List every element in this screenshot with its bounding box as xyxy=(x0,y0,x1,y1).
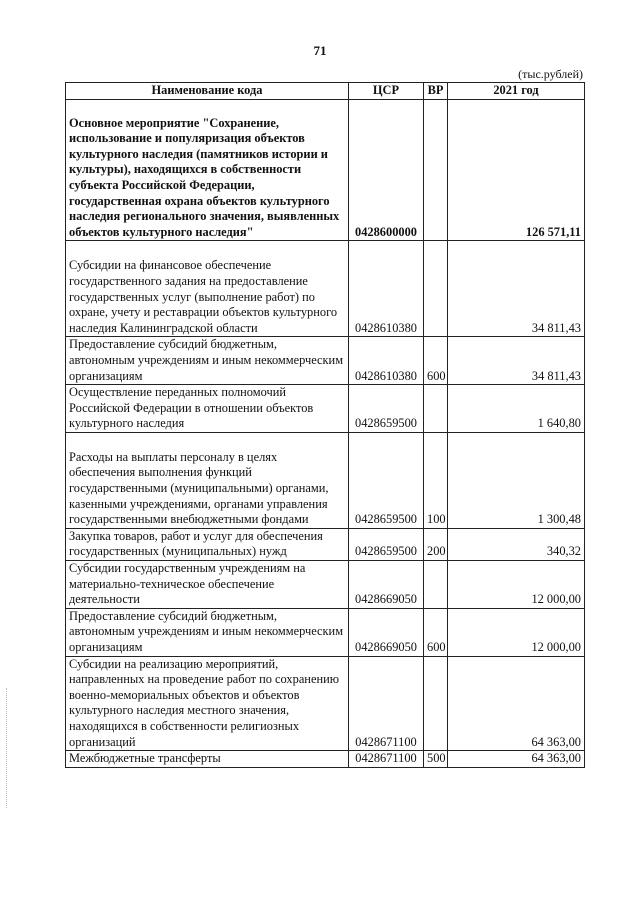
row-name: Осуществление переданных полномочий Российской Федерации в отношении объектов культурного наследия xyxy=(66,385,349,433)
row-amount: 34 811,43 xyxy=(448,337,585,385)
row-amount: 126 571,11 xyxy=(448,99,585,241)
row-vr xyxy=(424,561,448,609)
row-amount: 340,32 xyxy=(448,528,585,560)
table-row xyxy=(66,656,585,751)
row-csr: 0428610380 xyxy=(349,337,424,385)
row-vr: 200 xyxy=(424,528,448,560)
row-csr: 0428600000 xyxy=(349,99,424,241)
row-vr xyxy=(424,99,448,241)
budget-table xyxy=(65,82,585,768)
row-name: Расходы на выплаты персоналу в целях обеспечения выполнения функций государственными (муниципальными) органами, казенными учреждениями, органами управления государственными внебюджетными фондами xyxy=(66,432,349,528)
header-amount: 2021 год xyxy=(448,83,585,100)
row-csr: 0428659500 xyxy=(349,432,424,528)
row-name: Субсидии на финансовое обеспечение государственного задания на предоставление государственных услуг (выполнение работ) по охране, учету и реставрации объектов культурного наследия Калининградской области xyxy=(66,241,349,337)
table-row xyxy=(66,99,585,241)
row-vr xyxy=(424,241,448,337)
table-row xyxy=(66,751,585,768)
row-name: Предоставление субсидий бюджетным, автономным учреждениям и иным некоммерческим организациям xyxy=(66,337,349,385)
row-vr: 600 xyxy=(424,608,448,656)
row-amount: 34 811,43 xyxy=(448,241,585,337)
table-row xyxy=(66,561,585,609)
row-amount: 64 363,00 xyxy=(448,656,585,751)
header-csr: ЦСР xyxy=(349,83,424,100)
row-amount: 64 363,00 xyxy=(448,751,585,768)
header-vr: ВР xyxy=(424,83,448,100)
table-row xyxy=(66,385,585,433)
units-note: (тыс.рублей) xyxy=(518,67,583,81)
row-amount: 12 000,00 xyxy=(448,561,585,609)
row-name: Субсидии государственным учреждениям на материально-техническое обеспечение деятельности xyxy=(66,561,349,609)
row-vr: 600 xyxy=(424,337,448,385)
row-name: Межбюджетные трансферты xyxy=(66,751,349,768)
row-csr: 0428659500 xyxy=(349,385,424,433)
table-header-row xyxy=(66,83,585,100)
row-name: Основное мероприятие "Сохранение, использование и популяризация объектов культурного наследия (памятников истории и культуры), находящихся в собственности субъекта Российской Федерации, государственная охрана объектов культурного наследия регионального значения, выявленных объектов культурного наследия" xyxy=(66,99,349,241)
row-csr: 0428659500 xyxy=(349,528,424,560)
table-row xyxy=(66,432,585,528)
scan-margin-marks xyxy=(6,688,10,808)
row-csr: 0428610380 xyxy=(349,241,424,337)
row-amount: 1 640,80 xyxy=(448,385,585,433)
table-row xyxy=(66,337,585,385)
row-amount: 1 300,48 xyxy=(448,432,585,528)
table-row xyxy=(66,608,585,656)
row-name: Субсидии на реализацию мероприятий, направленных на проведение работ по сохранению военно-мемориальных объектов и объектов культурного наследия местного значения, находящихся в собственности религиозных организаций xyxy=(66,656,349,751)
row-csr: 0428669050 xyxy=(349,561,424,609)
row-amount: 12 000,00 xyxy=(448,608,585,656)
row-name: Предоставление субсидий бюджетным, автономным учреждениям и иным некоммерческим организациям xyxy=(66,608,349,656)
table-row xyxy=(66,241,585,337)
header-name: Наименование кода xyxy=(66,83,349,100)
row-vr: 100 xyxy=(424,432,448,528)
page-number: 71 xyxy=(313,43,327,58)
row-vr xyxy=(424,656,448,751)
row-csr: 0428669050 xyxy=(349,608,424,656)
row-csr: 0428671100 xyxy=(349,751,424,768)
row-name: Закупка товаров, работ и услуг для обеспечения государственных (муниципальных) нужд xyxy=(66,528,349,560)
row-vr: 500 xyxy=(424,751,448,768)
row-csr: 0428671100 xyxy=(349,656,424,751)
row-vr xyxy=(424,385,448,433)
table-row xyxy=(66,528,585,560)
